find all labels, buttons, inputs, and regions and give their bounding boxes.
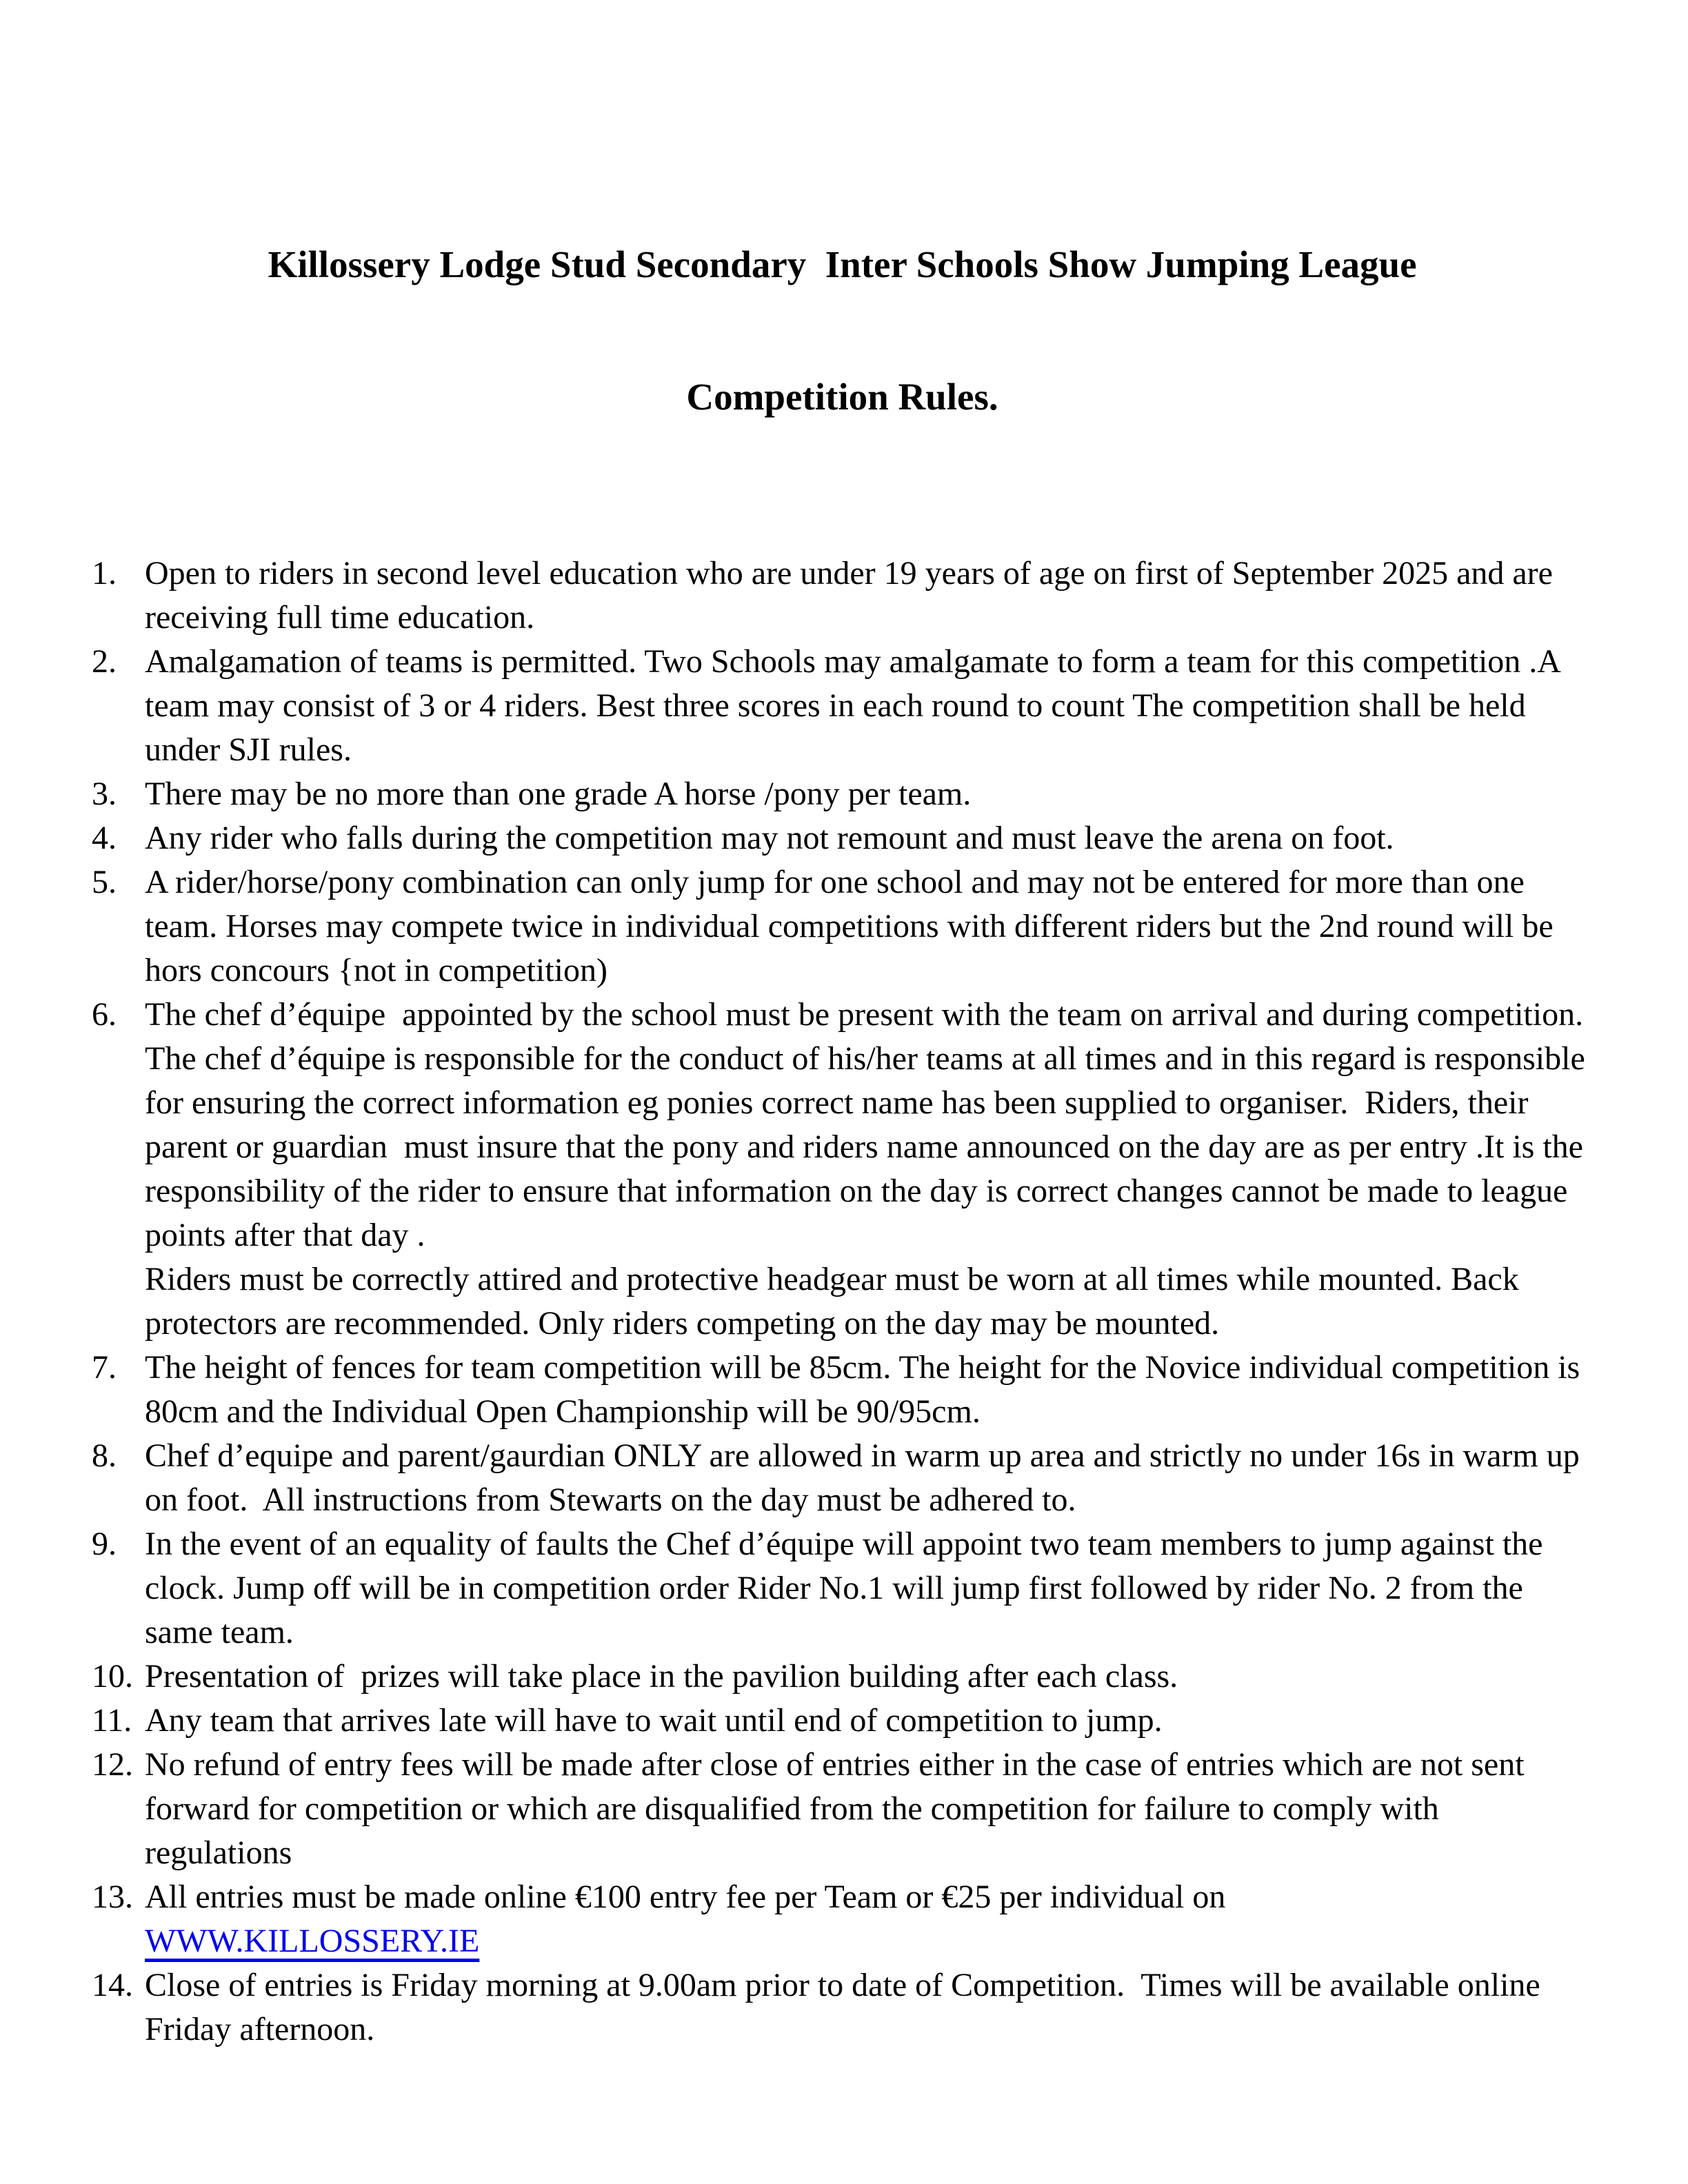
rule-item-2	[92, 640, 1593, 772]
rule-number-4: 4.	[92, 820, 117, 856]
rule-number-13: 13.	[92, 1879, 133, 1915]
rule-text-13: All entries must be made online €100 entry fee per Team or €25 per individual on	[145, 1879, 1226, 1915]
rule-text-6-continued: Riders must be correctly attired and protective headgear must be worn at all times while mounted. Back protectors are recommended. Only riders competing on the day may be mounted.	[145, 1261, 1527, 1342]
rule-item-8	[92, 1434, 1593, 1522]
rule-text-9: In the event of an equality of faults the Chef d’équipe will appoint two team members to jump against the clock. Jump off will be in competition order Rider No.1 will jump first followed by rider No. 2 from the same team.	[145, 1526, 1551, 1650]
rule-number-12: 12.	[92, 1746, 133, 1783]
killossery-website-link[interactable]: WWW.KILLOSSERY.IE	[145, 1923, 480, 1959]
rule-number-3: 3.	[92, 776, 117, 812]
rules-list	[92, 552, 1593, 2052]
rule-item-6	[92, 993, 1593, 1346]
rule-number-7: 7.	[92, 1349, 117, 1386]
rule-number-10: 10.	[92, 1658, 133, 1695]
rule-item-14	[92, 1963, 1593, 2052]
document-title-line1: Killossery Lodge Stud Secondary Inter Schools Show Jumping League	[268, 243, 1417, 285]
rule-number-11: 11.	[92, 1702, 132, 1739]
rule-text-10: Presentation of prizes will take place in the pavilion building after each class.	[145, 1658, 1178, 1695]
document-title-line2: Competition Rules.	[686, 376, 998, 418]
rule-number-14: 14.	[92, 1967, 133, 2003]
rule-number-9: 9.	[92, 1526, 117, 1562]
rule-item-13	[92, 1875, 1593, 1963]
rule-number-6: 6.	[92, 996, 117, 1033]
rule-item-3	[92, 772, 1593, 816]
rule-item-1	[92, 552, 1593, 640]
rule-item-7	[92, 1346, 1593, 1434]
rule-text-5: A rider/horse/pony combination can only jump for one school and may not be entered for more than one team. Horses may compete twice in individual competitions with different riders but the 2nd round will be hors concours {not in competition)	[145, 864, 1562, 989]
rule-text-12: No refund of entry fees will be made after close of entries either in the case of entries which are not sent forward for competition or which are disqualified from the competition for failure to comply with regulations	[145, 1746, 1533, 1871]
rule-text-8: Chef d’equipe and parent/gaurdian ONLY are allowed in warm up area and strictly no under 16s in warm up on foot. All instructions from Stewarts on the day must be adhered to.	[145, 1437, 1588, 1518]
rule-number-2: 2.	[92, 643, 117, 680]
document-title	[92, 154, 1593, 507]
rule-item-4	[92, 816, 1593, 860]
rule-item-10	[92, 1655, 1593, 1699]
rule-item-11	[92, 1699, 1593, 1743]
rule-item-12	[92, 1743, 1593, 1875]
rule-number-8: 8.	[92, 1437, 117, 1474]
rule-text-1: Open to riders in second level education who are under 19 years of age on first of September 2025 and are receiving full time education.	[145, 555, 1561, 636]
rule-13-link-line	[145, 1919, 1593, 1963]
rule-text-2: Amalgamation of teams is permitted. Two Schools may amalgamate to form a team for this competition .A team may consist of 3 or 4 riders. Best three scores in each round to count The competition shall be held under SJI rules.	[145, 643, 1568, 768]
rule-text-11: Any team that arrives late will have to wait until end of competition to jump.	[145, 1702, 1163, 1739]
rule-text-7: The height of fences for team competition will be 85cm. The height for the Novice individual competition is 80cm and the Individual Open Championship will be 90/95cm.	[145, 1349, 1589, 1430]
rule-text-14: Close of entries is Friday morning at 9.00am prior to date of Competition. Times will be available online Friday afternoon.	[145, 1967, 1549, 2048]
rule-item-9	[92, 1522, 1593, 1655]
rule-number-5: 5.	[92, 864, 117, 900]
rule-item-5	[92, 860, 1593, 993]
rule-text-4: Any rider who falls during the competition may not remount and must leave the arena on foot.	[145, 820, 1394, 856]
rule-text-6: The chef d’équipe appointed by the school must be present with the team on arrival and during competition. The chef d’équipe is responsible for the conduct of his/her teams at all times and in this regard is responsible for ensuring the correct information eg ponies correct name has been supplied to organiser. Riders, their parent or guardian must insure that the pony and riders name announced on the day are as per entry .It is the responsibility of the rider to ensure that information on the day is correct changes cannot be made to league points after that day .	[145, 996, 1594, 1253]
rule-number-1: 1.	[92, 555, 117, 592]
rule-text-3: There may be no more than one grade A horse /pony per team.	[145, 776, 972, 812]
